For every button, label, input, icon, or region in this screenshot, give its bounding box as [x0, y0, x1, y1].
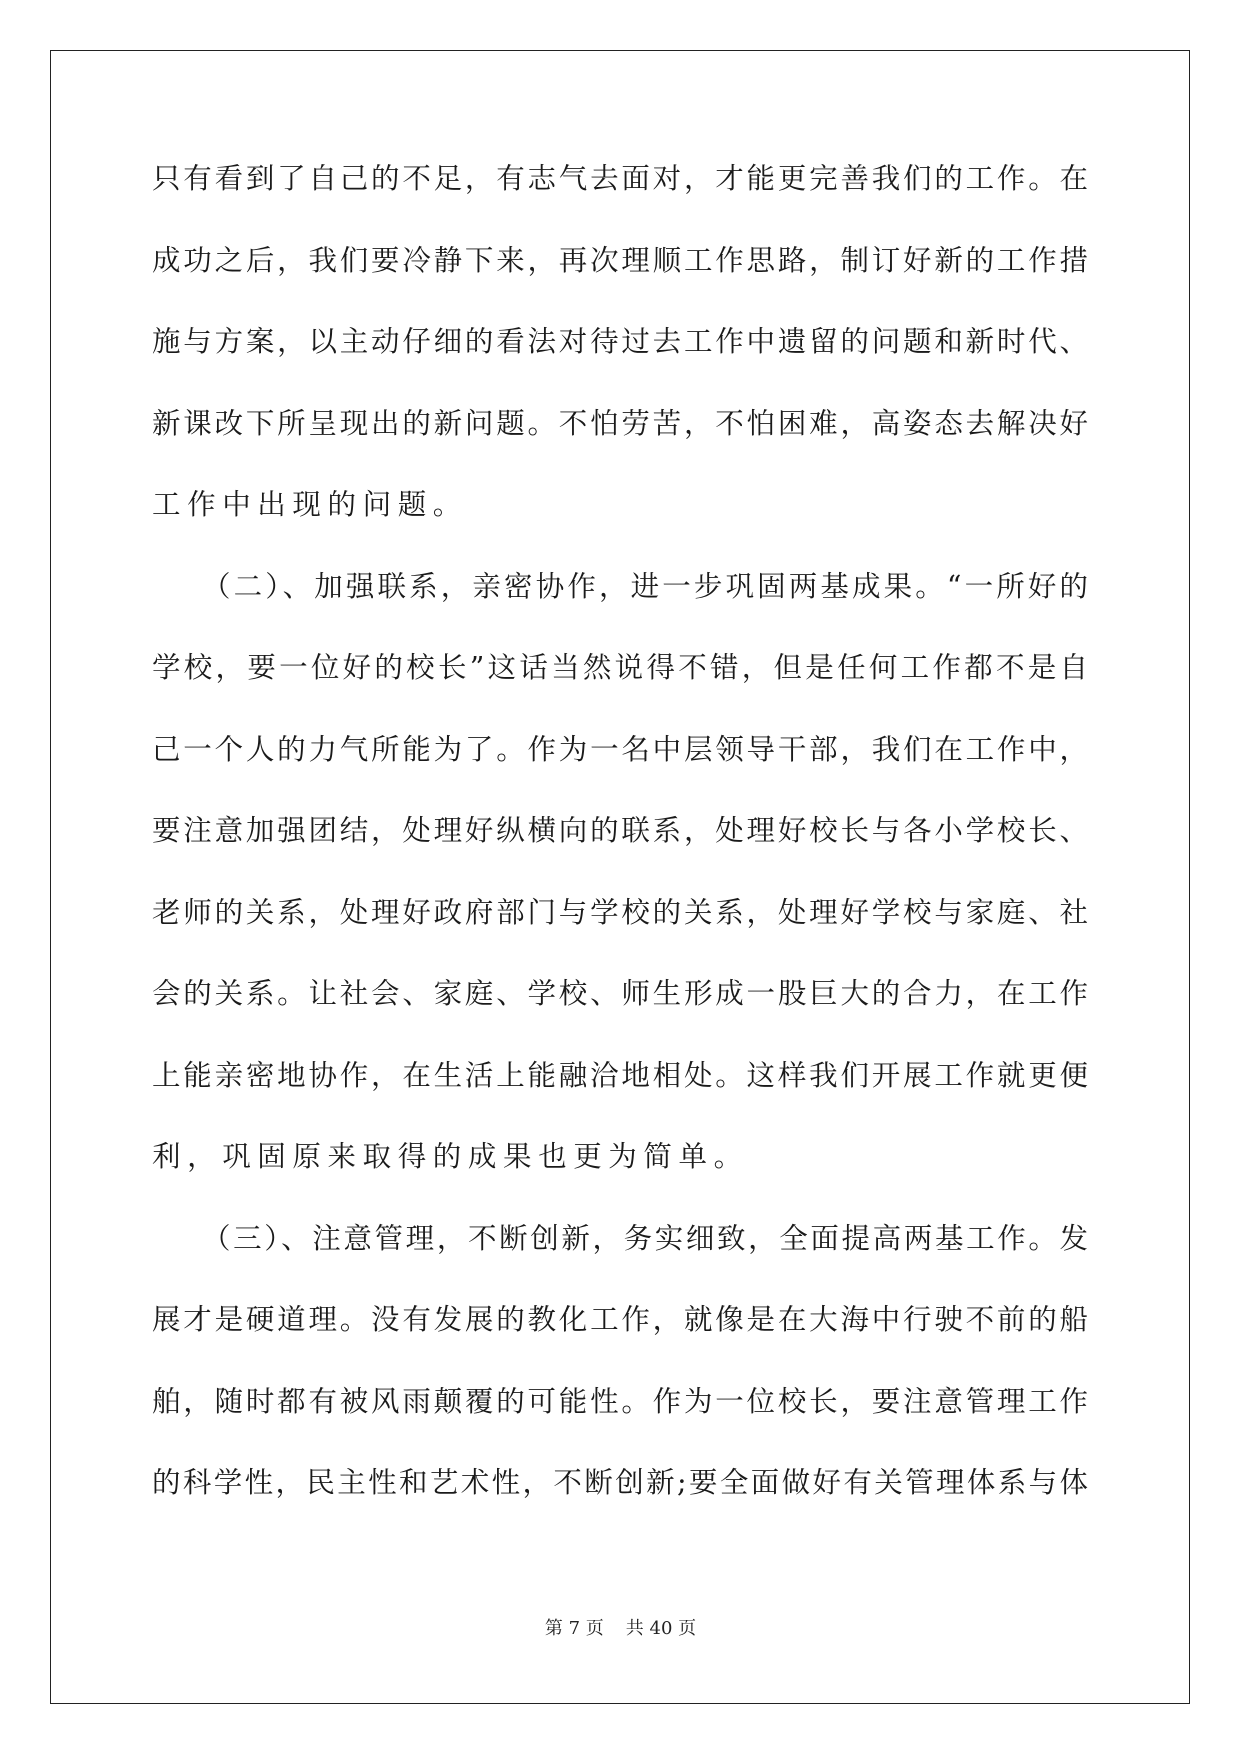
text-line: 利，巩固原来取得的成果也更为简单。 [152, 1140, 749, 1173]
text-line: 上能亲密地协作，在生活上能融洽地相处。这样我们开展工作就更便 [152, 1058, 1088, 1092]
text-line: 老师的关系，处理好政府部门与学校的关系，处理好学校与家庭、社 [152, 895, 1088, 929]
page-number: 第 7 页 [544, 1618, 604, 1639]
text-line: 新课改下所呈现出的新问题。不怕劳苦，不怕困难，高姿态去解决好 [152, 406, 1088, 440]
text-line: （三）、注意管理，不断创新，务实细致，全面提高两基工作。发 [202, 1221, 1088, 1255]
text-line: （二）、加强联系，亲密协作，进一步巩固两基成果。“一所好的 [202, 569, 1088, 603]
text-line: 成功之后，我们要冷静下来，再次理顺工作思路，制订好新的工作措 [152, 243, 1088, 277]
text-line: 工作中出现的问题。 [152, 488, 468, 521]
text-line: 要注意加强团结，处理好纵横向的联系，处理好校长与各小学校长、 [152, 814, 1088, 847]
text-line: 学校，要一位好的校长”这话当然说得不错，但是任何工作都不是自 [152, 651, 1088, 684]
text-line: 只有看到了自己的不足，有志气去面对，才能更完善我们的工作。在 [152, 162, 1088, 195]
page-total: 共 40 页 [625, 1618, 697, 1639]
text-line: 舶，随时都有被风雨颠覆的可能性。作为一位校长，要注意管理工作 [152, 1384, 1088, 1418]
text-line: 展才是硬道理。没有发展的教化工作，就像是在大海中行驶不前的船 [152, 1303, 1088, 1336]
text-line: 施与方案，以主动仔细的看法对待过去工作中遗留的问题和新时代、 [152, 325, 1088, 358]
text-line: 的科学性，民主性和艺术性，不断创新;要全面做好有关管理体系与体 [152, 1466, 1088, 1499]
text-line: 己一个人的力气所能为了。作为一名中层领导干部，我们在工作中， [152, 732, 1088, 766]
page-footer [0, 1614, 1241, 1640]
document-body [152, 164, 1088, 1550]
text-line: 会的关系。让社会、家庭、学校、师生形成一股巨大的合力，在工作 [152, 977, 1088, 1010]
